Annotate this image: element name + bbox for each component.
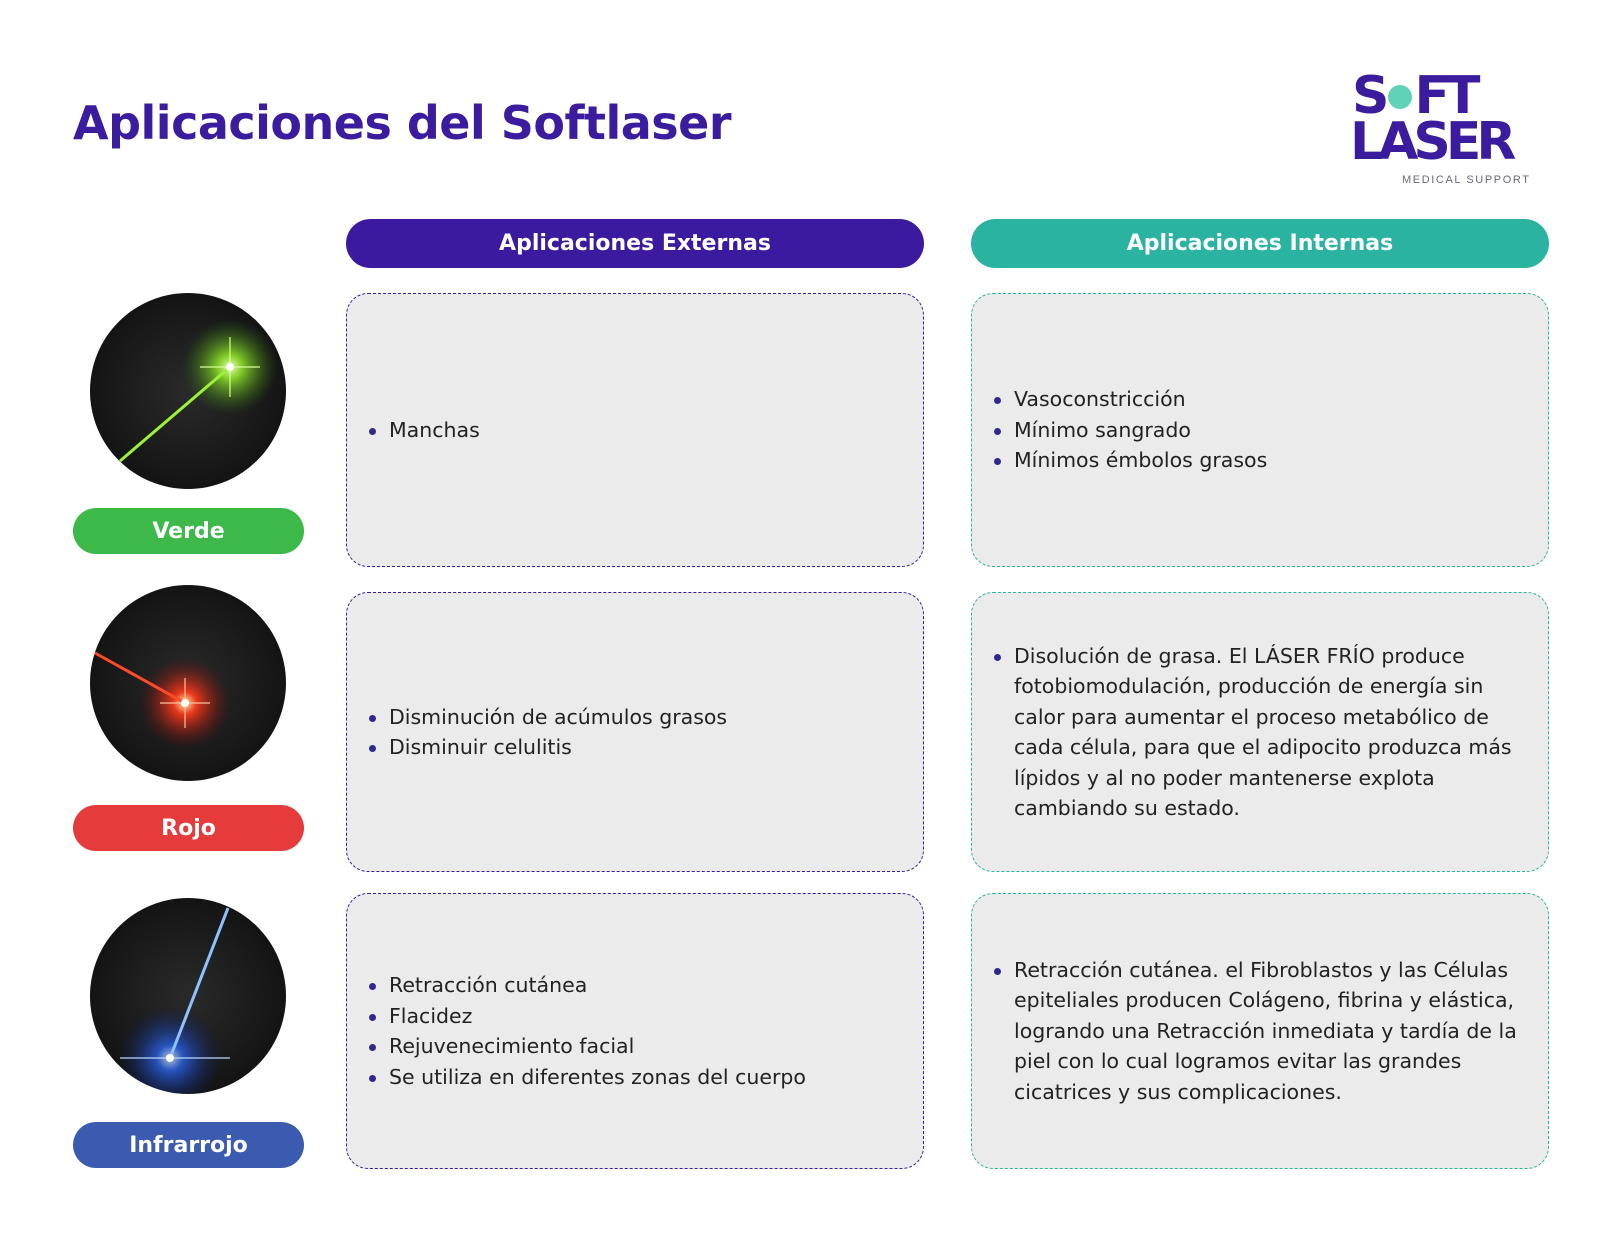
list-item: Retracción cutánea. el Fibroblastos y las Células epiteliales producen Colágeno, fibrina y elástica, logrando una Retracción inmediata y tardía de la piel con lo cual logramos evitar las grandes cicatrices y sus complicaciones. [992, 955, 1528, 1108]
external-list-rojo [367, 702, 727, 763]
list-item: Mínimo sangrado [992, 415, 1267, 446]
list-item: Disminución de acúmulos grasos [367, 702, 727, 733]
column-header-internal: Aplicaciones Internas [971, 219, 1549, 268]
external-list-infrarrojo [367, 970, 806, 1092]
internal-box-infrarrojo [971, 893, 1549, 1169]
external-box-infrarrojo [346, 893, 924, 1169]
external-list-verde [367, 415, 480, 446]
column-header-external: Aplicaciones Externas [346, 219, 924, 268]
page-title: Aplicaciones del Softlaser [73, 96, 732, 150]
label-rojo: Rojo [73, 805, 304, 851]
list-item: Mínimos émbolos grasos [992, 445, 1267, 476]
internal-box-verde [971, 293, 1549, 567]
label-infrarrojo: Infrarrojo [73, 1122, 304, 1168]
red-laser-image [90, 585, 286, 781]
label-verde: Verde [73, 508, 304, 554]
green-laser-image [90, 293, 286, 489]
internal-list-rojo [992, 641, 1528, 824]
list-item: Flacidez [367, 1001, 806, 1032]
list-item: Vasoconstricción [992, 384, 1267, 415]
list-item: Disolución de grasa. El LÁSER FRÍO produce fotobiomodulación, producción de energía sin calor para aumentar el proceso metabólico de cada célula, para que el adipocito produzca más lípidos y al no poder mantenerse explota cambiando su estado. [992, 641, 1528, 824]
list-item: Se utiliza en diferentes zonas del cuerpo [367, 1062, 806, 1093]
internal-list-infrarrojo [992, 955, 1528, 1108]
softlaser-logo [1350, 66, 1540, 190]
logo-text-ft: FT [1414, 66, 1476, 126]
logo-tagline: MEDICAL SUPPORT [1402, 174, 1531, 186]
external-box-verde [346, 293, 924, 567]
internal-box-rojo [971, 592, 1549, 872]
list-item: Manchas [367, 415, 480, 446]
external-box-rojo [346, 592, 924, 872]
logo-text-laser: LASER [1350, 112, 1512, 172]
logo-dot-icon [1388, 85, 1412, 109]
infrared-laser-image [90, 898, 286, 1094]
list-item: Retracción cutánea [367, 970, 806, 1001]
list-item: Rejuvenecimiento facial [367, 1031, 806, 1062]
internal-list-verde [992, 384, 1267, 476]
logo-text-s: S [1352, 66, 1385, 126]
list-item: Disminuir celulitis [367, 732, 727, 763]
